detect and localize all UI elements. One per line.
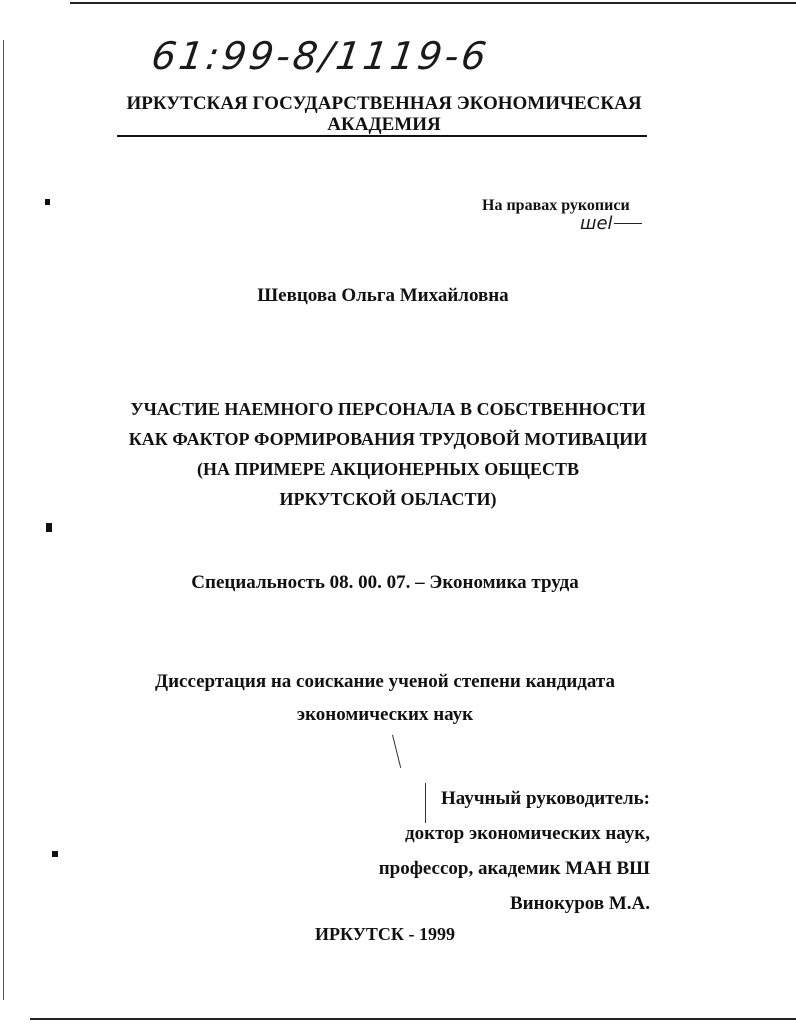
header-rule [117,135,647,137]
institution-line-1: ИРКУТСКАЯ ГОСУДАРСТВЕННАЯ ЭКОНОМИЧЕСКАЯ [126,93,642,114]
scan-top-line [70,2,796,4]
title-line-4: ИРКУТСКОЙ ОБЛАСТИ) [279,489,497,509]
title-line-2: КАК ФАКТОР ФОРМИРОВАНИЯ ТРУДОВОЙ МОТИВАЦИИ [128,429,648,449]
rights-note: На правах рукописи [482,197,630,214]
institution-header [100,93,668,135]
advisor-rank: профессор, академик МАН ВШ [378,858,650,879]
degree-line-2: экономических наук [296,704,474,725]
title-line-3: (НА ПРИМЕРЕ АКЦИОНЕРНЫХ ОБЩЕСТВ [197,459,579,479]
advisor-margin-mark [425,783,426,823]
title-line-1: УЧАСТИЕ НАЕМНОГО ПЕРСОНАЛА В СОБСТВЕННОСТИ [130,399,646,419]
degree-line-1: Диссертация на соискание ученой степени кандидата [155,671,615,692]
advisor-label: Научный руководитель: [441,788,650,809]
signature: шеl [580,213,613,234]
margin-dot-1 [45,199,50,205]
institution-line-2: АКАДЕМИЯ [327,114,441,135]
author-name: Шевцова Ольга Михайловна [257,285,509,306]
advisor-block [330,781,650,921]
city-year: ИРКУТСК - 1999 [315,924,455,944]
scan-bottom-line [30,1018,796,1020]
advisor-degree: доктор экономических наук, [405,823,650,844]
margin-dot-2 [46,523,52,532]
scan-left-edge [3,40,4,1000]
archive-code: 61:99-8/1119-6 [148,34,492,78]
specialty: Специальность 08. 00. 07. – Экономика труда [191,572,579,593]
dissertation-title [90,394,686,514]
pen-stroke [392,735,401,768]
signature-stroke [614,223,642,224]
advisor-name: Винокуров М.А. [509,893,650,914]
degree-statement [100,665,670,731]
margin-dot-3 [52,851,58,857]
